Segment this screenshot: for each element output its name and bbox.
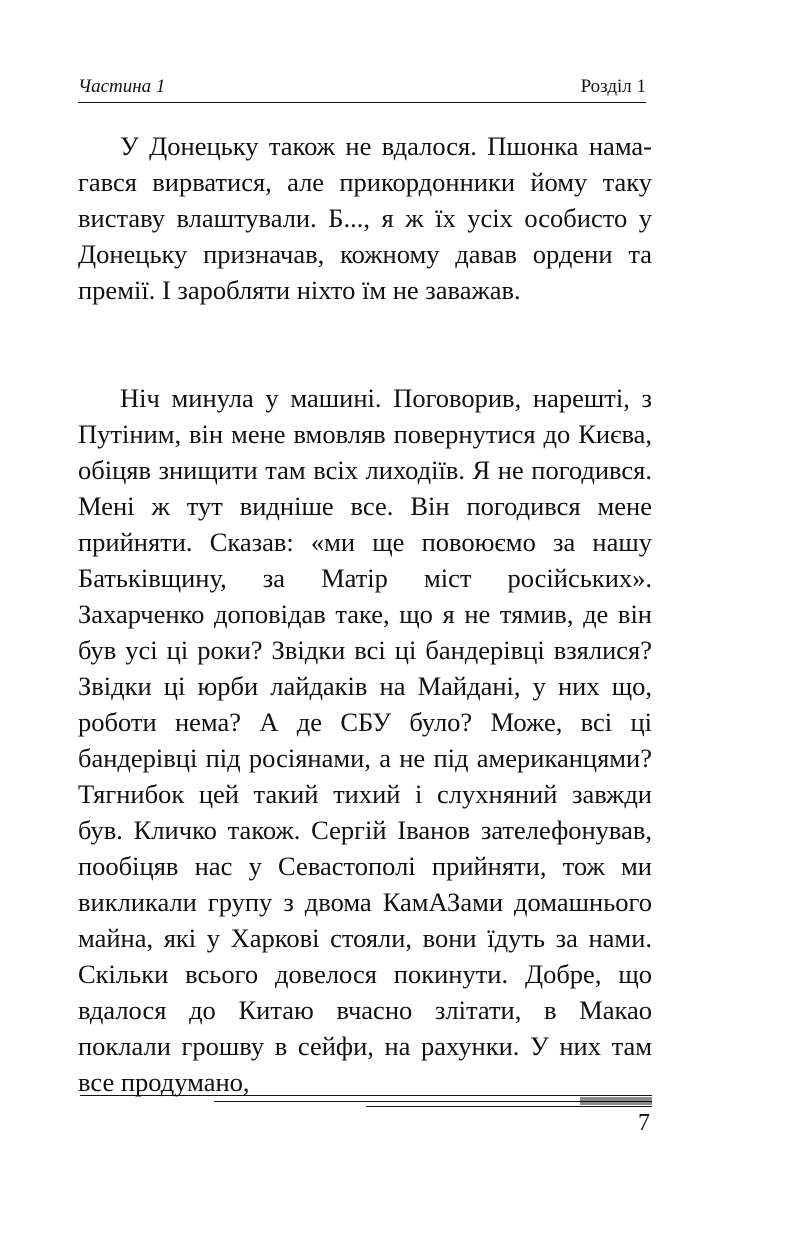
footer-rule-short: [366, 1106, 652, 1107]
running-header: [78, 76, 646, 103]
header-part-label: Частина 1: [78, 76, 166, 97]
header-chapter-label: Розділ 1: [580, 76, 646, 97]
paragraph-1: У Донецьку також не вдалося. Пшонка намагався вирватися, але прикордонники йому таку виставу влаштували. Б..., я ж їх усіх особисто у Донецьку призначав, кожному давав ордени та премії. І заробляти ніхто їм не заважав.: [78, 131, 652, 305]
page-body: [78, 128, 652, 1100]
footer-rule-long: [80, 1095, 652, 1096]
page-number: 7: [638, 1110, 650, 1136]
footer-rule-medium: [214, 1101, 652, 1102]
paragraph-2: Ніч минула у машині. Поговорив, нарешті, з Путіним, він мене вмовляв повернутися до Києва, обіцяв знищити там всіх лиходіїв. Я не погодився. Мені ж тут видніше все. Він погодився мене прийняти. Сказав: «ми ще повоюємо за нашу Батьківщину, за Матір міст російських». Захарченко доповідав таке, що я не тямив, де він був усі ці роки? Звідки всі ці бандерівці взялися? Звідки ці юрби лайдаків на Майдані, у них що, роботи нема? А де СБУ було? Може, всі ці бандерівці під росіянами, а не під американцями? Тягнибок цей такий тихий і слухняний завжди був. Кличко також. Сергій Іванов зателефонував, пообіцяв нас у Севастополі прийняти, тож ми викликали групу з двома КамАЗами домашнього майна, які у Харкові стояли, вони їдуть за нами. Скільки всього довелося покинути. Добре, що вдалося до Китаю вчасно злітати, в Макао поклали грошву в сейфи, на рахунки. У них там все продумано,: [78, 383, 652, 1097]
